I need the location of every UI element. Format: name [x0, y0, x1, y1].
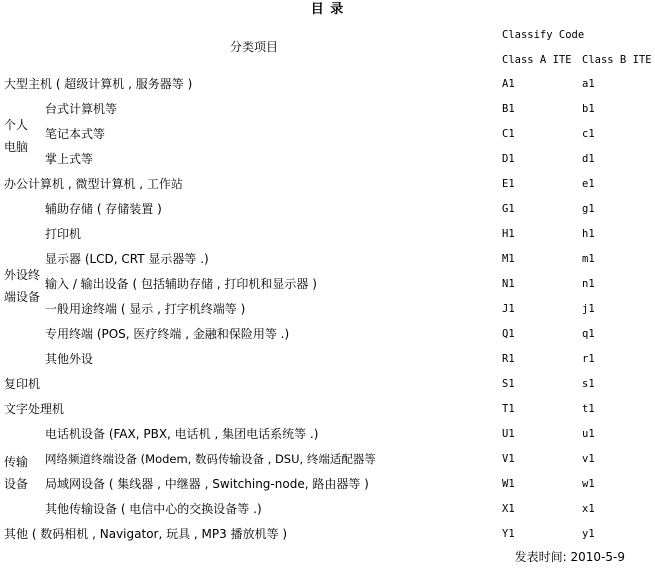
page-title: 目 录 [310, 2, 345, 17]
class-a-header: Class A ITE [502, 54, 572, 66]
row-label: 输入 / 输出设备 ( 包括辅助存储 , 打印机和显示器 ) [45, 277, 317, 291]
row-code-a: T1 [502, 403, 515, 415]
row-code-b: r1 [582, 353, 595, 365]
row-label: 掌上式等 [45, 152, 94, 166]
row-code-a: S1 [502, 378, 515, 390]
group-personal-pc: 个人 电脑 [4, 118, 29, 154]
row-code-b: t1 [582, 403, 595, 415]
row-code-b: s1 [582, 378, 595, 390]
row-code-a: H1 [502, 228, 515, 240]
row-code-b: e1 [582, 178, 595, 190]
row-code-a: E1 [502, 178, 515, 190]
row-code-a: Q1 [502, 328, 515, 340]
row-label: 大型主机 ( 超级计算机 , 服务器等 ) [4, 77, 193, 91]
row-code-b: m1 [582, 253, 595, 265]
row-code-b: q1 [582, 328, 595, 340]
row-label: 台式计算机等 [45, 102, 118, 116]
row-label: 文字处理机 [4, 402, 65, 416]
row-code-a: J1 [502, 303, 515, 315]
row-label: 一般用途终端 ( 显示 , 打字机终端等 ) [45, 302, 246, 316]
row-code-b: u1 [582, 428, 595, 440]
row-code-b: w1 [582, 478, 595, 490]
row-code-b: c1 [582, 128, 595, 140]
row-code-a: V1 [502, 453, 515, 465]
row-code-a: B1 [502, 103, 515, 115]
row-code-a: A1 [502, 78, 515, 90]
row-label: 办公计算机 , 微型计算机 , 工作站 [4, 177, 183, 191]
row-code-b: v1 [582, 453, 595, 465]
row-code-a: D1 [502, 153, 515, 165]
classify-code-header: Classify Code [502, 29, 585, 41]
row-label: 笔记本式等 [45, 127, 106, 141]
group-peripheral: 外设终 端设备 [4, 268, 41, 304]
row-label: 网络频道终端设备 (Modem, 数码传输设备 , DSU, 终端适配器等 [45, 452, 376, 466]
row-label: 局域网设备 ( 集线器 , 中继器 , Switching-node, 路由器等 ) [45, 477, 369, 491]
row-code-a: Y1 [502, 528, 515, 540]
row-code-a: X1 [502, 503, 515, 515]
row-code-b: n1 [582, 278, 595, 290]
class-b-header: Class B ITE [582, 54, 652, 66]
group-transmission: 传输 设备 [4, 455, 29, 491]
row-code-b: x1 [582, 503, 595, 515]
row-label: 打印机 [45, 227, 82, 241]
row-label: 电话机设备 (FAX, PBX, 电话机 , 集团电话系统等 .) [45, 427, 319, 441]
publish-date: 发表时间: 2010-5-9 [514, 550, 625, 564]
row-code-a: U1 [502, 428, 515, 440]
row-code-b: g1 [582, 203, 595, 215]
row-code-a: C1 [502, 128, 515, 140]
row-label: 其他外设 [45, 352, 94, 366]
row-code-b: a1 [582, 78, 595, 90]
row-code-a: W1 [502, 478, 515, 490]
row-code-b: d1 [582, 153, 595, 165]
row-code-b: y1 [582, 528, 595, 540]
row-code-b: h1 [582, 228, 595, 240]
row-label: 其他 ( 数码相机 , Navigator, 玩具 , MP3 播放机等 ) [4, 527, 288, 541]
row-code-a: R1 [502, 353, 515, 365]
row-label: 辅助存储 ( 存储装置 ) [45, 202, 162, 216]
row-code-b: j1 [582, 303, 595, 315]
row-code-a: M1 [502, 253, 515, 265]
row-code-a: N1 [502, 278, 515, 290]
row-label: 其他传输设备 ( 电信中心的交换设备等 .) [45, 502, 262, 516]
row-label: 专用终端 (POS, 医疗终端 , 金融和保险用等 .) [45, 327, 290, 341]
row-code-b: b1 [582, 103, 595, 115]
row-label: 复印机 [4, 377, 41, 391]
row-label: 显示器 (LCD, CRT 显示器等 .) [45, 252, 209, 266]
row-code-a: G1 [502, 203, 515, 215]
category-header: 分类项目 [230, 40, 279, 54]
